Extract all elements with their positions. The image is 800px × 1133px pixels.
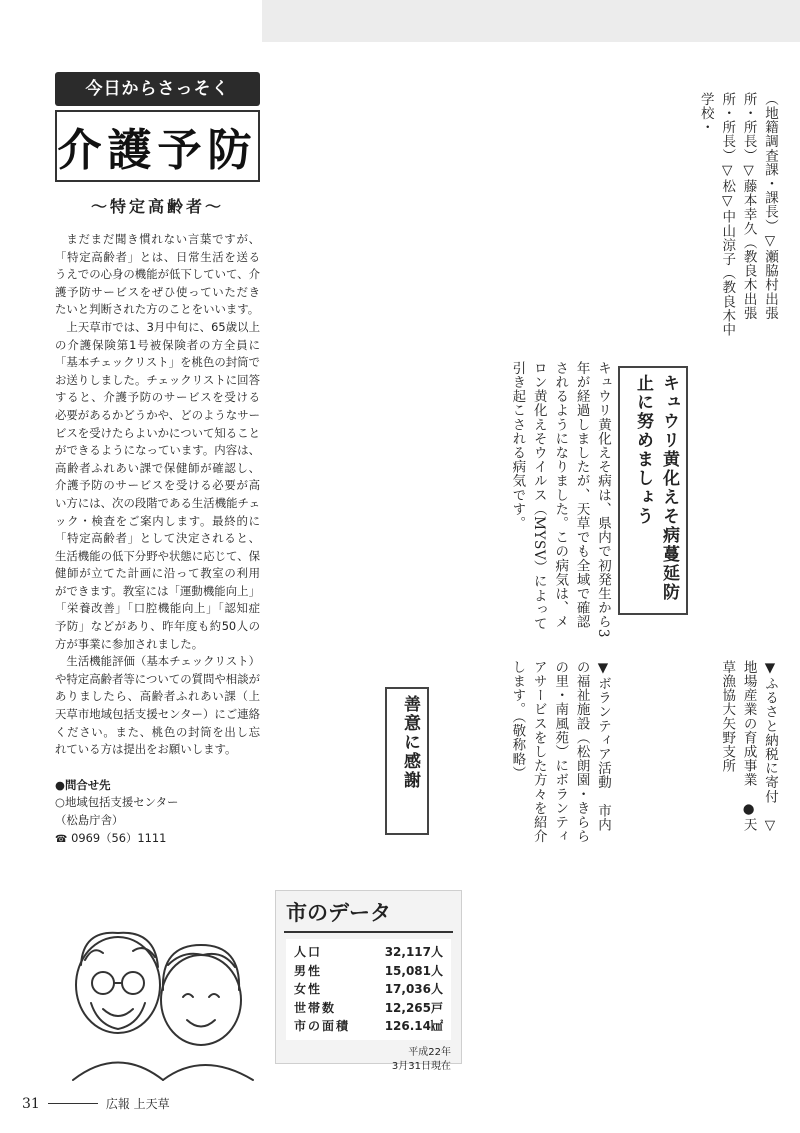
city-stats-box xyxy=(275,890,462,1072)
column-cucumber-disease: キュウリ黄化えそ病は、県内で初発生から3年が経過しましたが、天草でも全域で確認されるようになりました。この病気は、メロン黄化えそウイルス（MYSV）によって引き起こされる病気です。 xyxy=(509,361,611,639)
article-title-box xyxy=(55,110,260,182)
article-title: 介護予防 xyxy=(57,125,258,176)
stats-table xyxy=(286,939,451,1040)
page-footer xyxy=(22,1095,170,1112)
stat-value: 15,081人 xyxy=(384,963,443,978)
footer-rule xyxy=(48,1103,98,1104)
contact-info xyxy=(55,777,260,848)
stat-row xyxy=(294,943,443,962)
stat-label: 世帯数 xyxy=(294,1000,337,1015)
article-subtitle: ～特定高齢者～ xyxy=(90,197,224,216)
stats-note-line: 平成22年 xyxy=(408,1046,451,1058)
article-kicker: 今日からさっそく xyxy=(55,72,260,106)
top-band xyxy=(262,0,800,42)
contact-place: （松島庁舎） xyxy=(55,813,124,827)
stat-row xyxy=(294,962,443,981)
contact-org: ○地域包括支援センター xyxy=(55,795,179,810)
publication-name: 広報 上天草 xyxy=(105,1097,170,1111)
stat-row xyxy=(294,1017,443,1036)
stat-label: 市の面積 xyxy=(294,1019,351,1033)
stat-row xyxy=(294,980,443,999)
elderly-couple-illustration xyxy=(63,905,263,1085)
stat-label: 人口 xyxy=(294,945,323,959)
contact-heading: ●問合せ先 xyxy=(55,777,111,792)
article-body xyxy=(55,231,260,759)
stats-note-line: 3月31日現在 xyxy=(391,1060,451,1072)
column-volunteer: ▼ボランティア活動 市内の福祉施設（松朗園・きららの里・南風苑）にボランティアサービスをした方々を紹介します。（敬称略） xyxy=(509,660,611,844)
contact-phone xyxy=(55,830,260,849)
column-donations: ▼ふるさと納税に寄付 ▽地場産業の育成事業 ●天草漁協大矢野支所 xyxy=(719,660,778,835)
stat-value: 12,265戸 xyxy=(384,1000,443,1015)
stats-divider xyxy=(284,931,453,933)
stat-value: 32,117人 xyxy=(384,945,443,959)
article-paragraph: まだまだ聞き慣れない言葉ですが、「特定高齢者」とは、日常生活を送るうえでの心身の機能が低下していて、介護予防サービスをぜひ使っていただきたいと判断された方のことをいいます。 xyxy=(55,232,260,317)
section-heading-cucumber: キュウリ黄化えそ病蔓延防止に努めましょう xyxy=(618,366,688,615)
stat-label: 女性 xyxy=(294,982,323,996)
page-number: 31 xyxy=(22,1095,40,1112)
section-heading-thanks: 善意に感謝 xyxy=(385,687,429,835)
stat-row xyxy=(294,999,443,1018)
stat-label: 男性 xyxy=(294,963,323,978)
stat-value: 17,036人 xyxy=(384,982,443,996)
column-staff-list: （地籍調査課・課長）▽瀬脇村出張所・所長）▽藤本幸久（教良木出張所・所長）▽松▽中山涼子（教良木中学校・ xyxy=(697,92,778,337)
contact-phone-number: 0969（56）1111 xyxy=(71,830,167,845)
article-paragraph: 生活機能評価（基本チェックリスト）や特定高齢者等についての質問や相談がありましたら、高齢者ふれあい課（上天草市地域包括支援センター）にご連絡ください。また、桃色の封筒を出し忘れている方は提出をお願いします。 xyxy=(55,654,260,757)
feature-article xyxy=(55,72,260,848)
phone-icon: ☎ xyxy=(55,833,68,845)
stats-date-note xyxy=(286,1046,451,1074)
stat-value: 126.14㎢ xyxy=(384,1019,443,1033)
stats-title: 市のデータ xyxy=(286,901,391,925)
article-paragraph: 上天草市では、3月中旬に、65歳以上の介護保険第1号被保険者の方全員に「基本チェックリスト」を桃色の封筒でお送りしました。チェックリストに回答すると、介護予防のサービスを受ける必要があるかどうかや、どのようなサービスを受けたらよいかについて知ることができるようになっています。内容は、高齢者ふれあい課で保健師が確認し、介護予防のサービスを受ける必要が高い方には、次の段階である生活機能チェック・検査をご案内します。最終的に「特定高齢者」として決定されると、生活機能の低下分野や状態に応じて、保健師が立てた計画に沿って教室の利用ができます。教室には「運動機能向上」「栄養改善」「口腔機能向上」「認知症予防」などがあり、昨年度も約50人の方が事業に参加されました。 xyxy=(55,319,260,651)
